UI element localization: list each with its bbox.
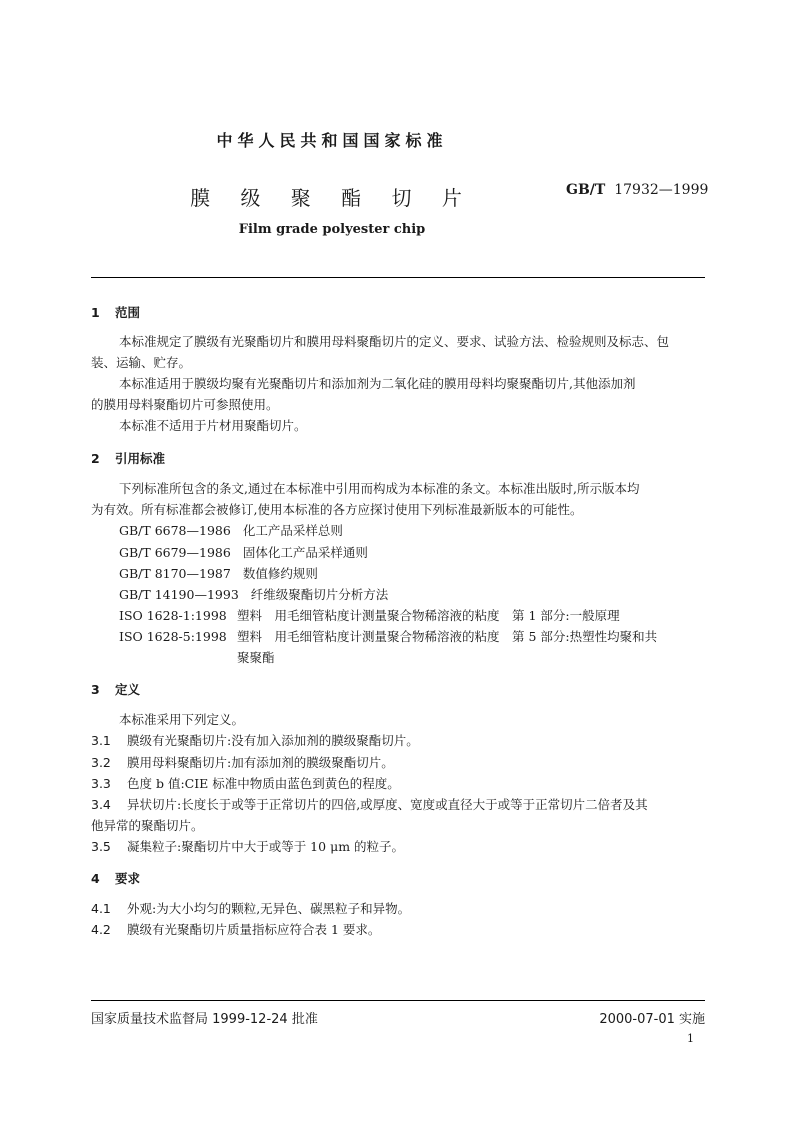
standard-code-prefix: GB/T — [566, 182, 606, 198]
item-text: 异状切片:长度长于或等于正常切片的四倍,或厚度、宽度或直径大于或等于正常切片二倍者及其 — [127, 797, 648, 812]
paragraph-line: 本标准适用于膜级均聚有光聚酯切片和添加剂为二氧化硅的膜用母料均聚聚酯切片,其他添加剂 — [119, 376, 636, 391]
section-3-heading — [91, 680, 140, 698]
definition-item — [91, 774, 400, 792]
reference-code: GB/T 14190—1993 — [119, 587, 239, 602]
footer-divider — [91, 1000, 705, 1001]
reference-title: 塑料 用毛细管粘度计测量聚合物稀溶液的粘度 第 5 部分:热塑性均聚和共 — [237, 629, 658, 644]
section-title: 要求 — [115, 871, 141, 886]
item-text: 色度 b 值:CIE 标准中物质由蓝色到黄色的程度。 — [127, 776, 400, 791]
paragraph-line: 为有效。所有标准都会被修订,使用本标准的各方应探讨使用下列标准最新版本的可能性。 — [91, 502, 583, 517]
item-number: 3.3 — [91, 776, 111, 791]
reference-code: GB/T 6679—1986 — [119, 545, 231, 560]
item-number: 3.1 — [91, 733, 111, 748]
requirement-item — [91, 920, 380, 938]
item-text: 膜级有光聚酯切片质量指标应符合表 1 要求。 — [127, 922, 381, 937]
section-title: 引用标准 — [115, 451, 166, 466]
reference-item — [119, 521, 343, 539]
definition-item-continuation: 他异常的聚酯切片。 — [91, 818, 204, 833]
definition-item — [91, 795, 648, 813]
reference-item — [119, 543, 368, 561]
header-divider — [91, 277, 705, 278]
definition-item — [91, 731, 419, 749]
paragraph-line: 本标准规定了膜级有光聚酯切片和膜用母料聚酯切片的定义、要求、试验方法、检验规则及标志、包 — [119, 334, 670, 349]
reference-code: ISO 1628-1:1998 — [119, 608, 227, 623]
section-4-heading — [91, 869, 140, 887]
standard-code — [566, 182, 708, 198]
section-1-heading — [91, 303, 140, 321]
paragraph-line: 装、运输、贮存。 — [91, 355, 192, 370]
approval-line: 国家质量技术监督局 1999-12-24 批准 — [91, 1012, 318, 1027]
section-2-heading — [91, 449, 165, 467]
english-title: Film grade polyester chip — [238, 222, 426, 237]
paragraph-line: 下列标准所包含的条文,通过在本标准中引用而构成为本标准的条文。本标准出版时,所示版本均 — [119, 481, 640, 496]
definition-item — [91, 753, 394, 771]
section-number: 2 — [91, 451, 100, 466]
item-number: 4.1 — [91, 901, 111, 916]
requirement-item — [91, 899, 410, 917]
paragraph-line: 本标准不适用于片材用聚酯切片。 — [119, 418, 307, 433]
reference-code: GB/T 6678—1986 — [119, 523, 231, 538]
item-text: 膜级有光聚酯切片:没有加入添加剂的膜级聚酯切片。 — [127, 733, 419, 748]
item-number: 3.4 — [91, 797, 111, 812]
definition-item — [91, 837, 404, 855]
section-title: 定义 — [115, 682, 141, 697]
document-org-header: 中华人民共和国国家标准 — [216, 131, 448, 150]
paragraph-line: 的膜用母料聚酯切片可参照使用。 — [91, 397, 279, 412]
item-text: 外观:为大小均匀的颗粒,无异色、碳黑粒子和异物。 — [127, 901, 411, 916]
section-title: 范围 — [115, 305, 141, 320]
document-title: 膜 级 聚 酯 切 片 — [190, 186, 474, 210]
reference-title: 纤维级聚酯切片分析方法 — [250, 587, 389, 602]
section-number: 3 — [91, 682, 100, 697]
reference-code: GB/T 8170—1987 — [119, 566, 231, 581]
reference-title: 固体化工产品采样通则 — [242, 545, 368, 560]
section-number: 1 — [91, 305, 100, 320]
section-number: 4 — [91, 871, 100, 886]
item-text: 凝集粒子:聚酯切片中大于或等于 10 μm 的粒子。 — [127, 839, 405, 854]
paragraph-line: 本标准采用下列定义。 — [119, 712, 245, 727]
page-number: 1 — [687, 1032, 694, 1045]
reference-item — [119, 606, 620, 624]
reference-title: 化工产品采样总则 — [242, 523, 343, 538]
reference-item — [119, 627, 657, 645]
reference-title-continuation: 聚聚酯 — [237, 650, 275, 665]
reference-title: 数值修约规则 — [242, 566, 318, 581]
item-text: 膜用母料聚酯切片:加有添加剂的膜级聚酯切片。 — [127, 755, 394, 770]
item-number: 4.2 — [91, 922, 111, 937]
implementation-date: 2000-07-01 实施 — [599, 1012, 705, 1027]
reference-item — [119, 564, 318, 582]
reference-title: 塑料 用毛细管粘度计测量聚合物稀溶液的粘度 第 1 部分:一般原理 — [237, 608, 620, 623]
standard-code-number: 17932—1999 — [614, 182, 709, 198]
reference-code: ISO 1628-5:1998 — [119, 629, 227, 644]
item-number: 3.2 — [91, 755, 111, 770]
reference-item — [119, 585, 388, 603]
item-number: 3.5 — [91, 839, 111, 854]
